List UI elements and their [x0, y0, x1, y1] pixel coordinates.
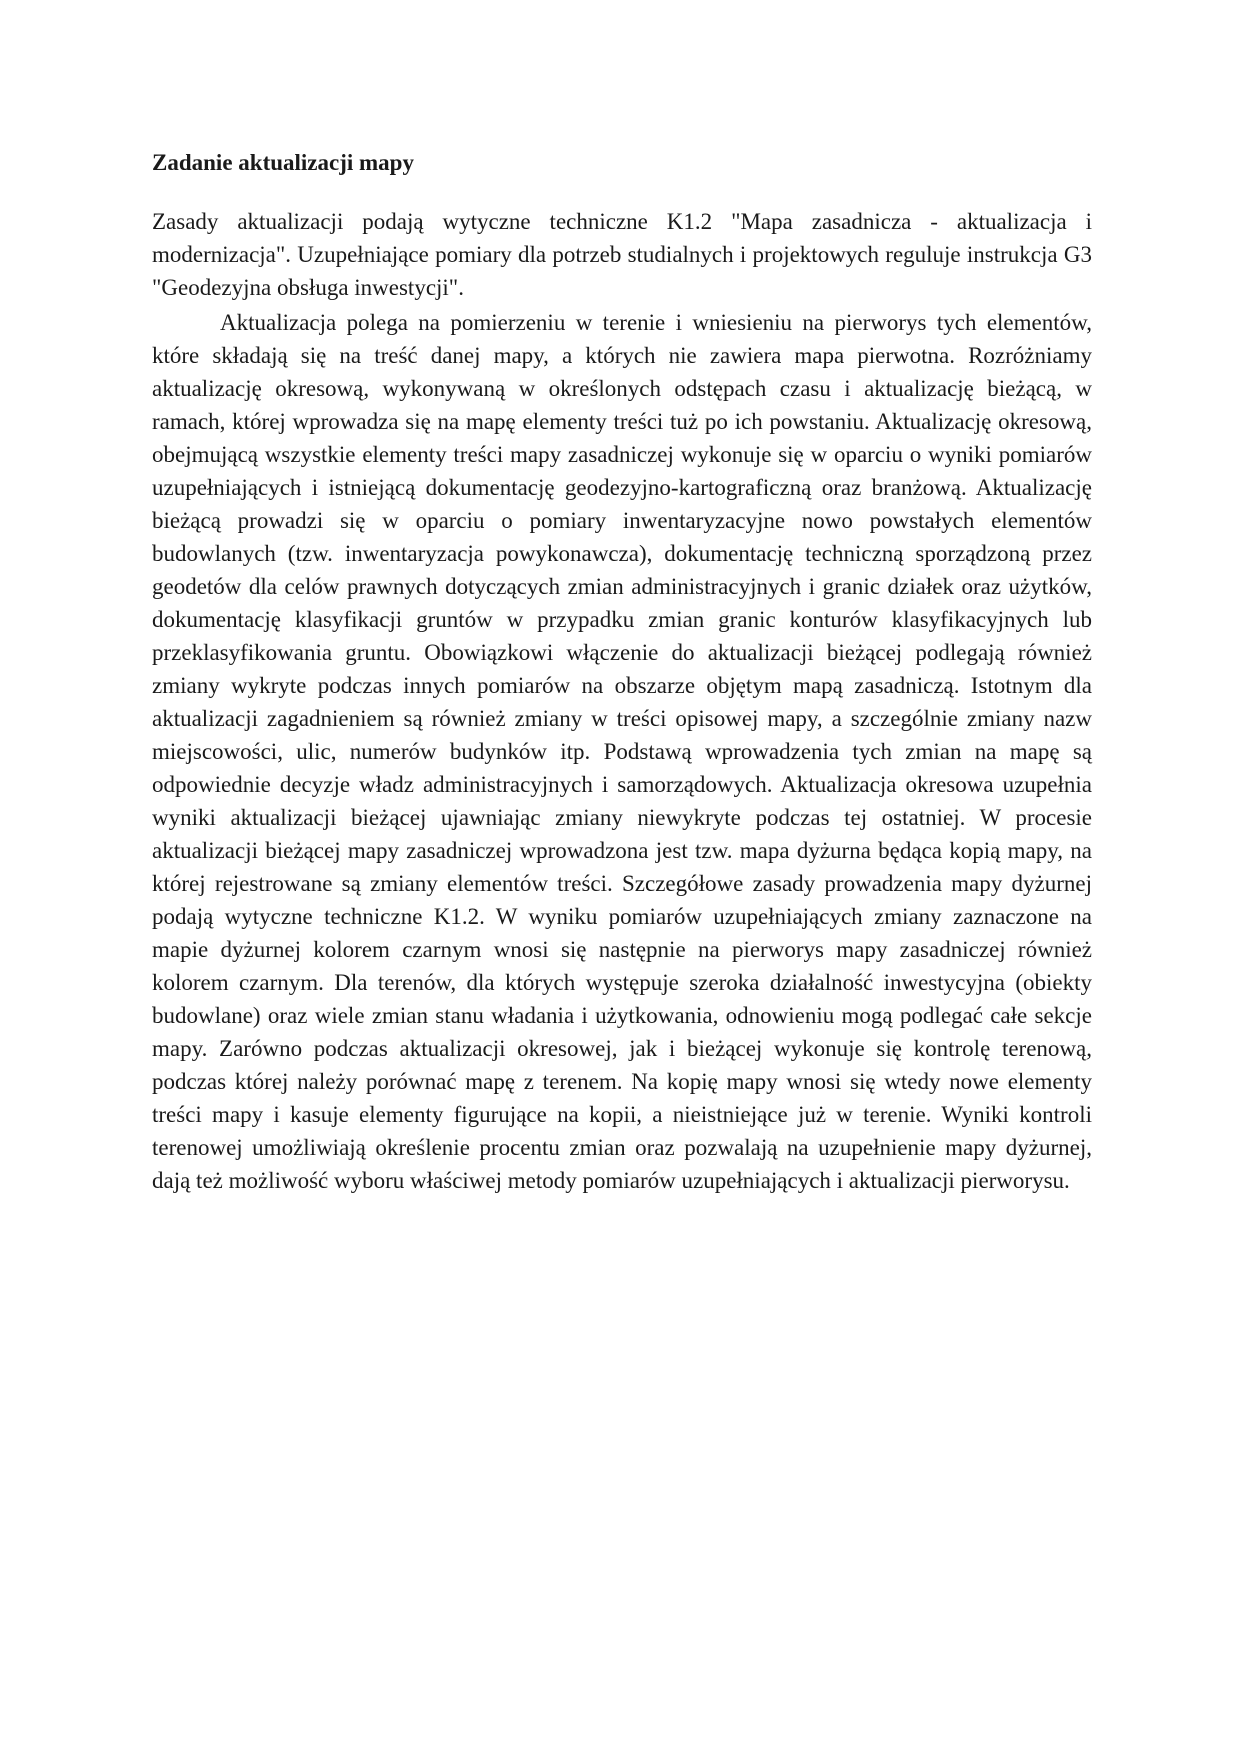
paragraph-main: Aktualizacja polega na pomierzeniu w terenie i wniesieniu na pierworys tych elementów, które składają się na treść danej mapy, a których nie zawiera mapa pierwotna. Rozróżniamy aktualizację okresową, wykonywaną w określonych odstępach czasu i aktualizację bieżącą, w ramach, której wprowadza się na mapę elementy treści tuż po ich powstaniu. Aktualizację okresową, obejmującą wszystkie elementy treści mapy zasadniczej wykonuje się w oparciu o wyniki pomiarów uzupełniających i istniejącą dokumentację geodezyjno-kartograficzną oraz branżową. Aktualizację bieżącą prowadzi się w oparciu o pomiary inwentaryzacyjne nowo powstałych elementów budowlanych (tzw. inwentaryzacja powykonawcza), dokumentację techniczną sporządzoną przez geodetów dla celów prawnych dotyczących zmian administracyjnych i granic działek oraz użytków, dokumentację klasyfikacji gruntów w przypadku zmian granic konturów klasyfikacyjnych lub przeklasyfikowania gruntu. Obowiązkowi włączenie do aktualizacji bieżącej podlegają również zmiany wykryte podczas innych pomiarów na obszarze objętym mapą zasadniczą. Istotnym dla aktualizacji zagadnieniem są również zmiany w treści opisowej mapy, a szczególnie zmiany nazw miejscowości, ulic, numerów budynków itp. Podstawą wprowadzenia tych zmian na mapę są odpowiednie decyzje władz administracyjnych i samorządowych. Aktualizacja okresowa uzupełnia wyniki aktualizacji bieżącej ujawniając zmiany niewykryte podczas tej ostatniej. W procesie aktualizacji bieżącej mapy zasadniczej wprowadzona jest tzw. mapa dyżurna będąca kopią mapy, na której rejestrowane są zmiany elementów treści. Szczegółowe zasady prowadzenia mapy dyżurnej podają wytyczne techniczne K1.2. W wyniku pomiarów uzupełniających zmiany zaznaczone na mapie dyżurnej kolorem czarnym wnosi się następnie na pierworys mapy zasadniczej również kolorem czarnym. Dla terenów, dla których występuje szeroka działalność inwestycyjna (obiekty budowlane) oraz wiele zmian stanu władania i użytkowania, odnowieniu mogą podlegać całe sekcje mapy. Zarówno podczas aktualizacji okresowej, jak i bieżącej wykonuje się kontrolę terenową, podczas której należy porównać mapę z terenem. Na kopię mapy wnosi się wtedy nowe elementy treści mapy i kasuje elementy figurujące na kopii, a nieistniejące już w terenie. Wyniki kontroli terenowej umożliwiają określenie procentu zmian oraz pozwalają na uzupełnienie mapy dyżurnej, dają też możliwość wyboru właściwej metody pomiarów uzupełniających i aktualizacji pierworysu. — [152, 310, 1092, 1193]
document-body — [152, 146, 1092, 1199]
document-title: Zadanie aktualizacji mapy — [152, 150, 414, 175]
paragraph-intro: Zasady aktualizacji podają wytyczne techniczne K1.2 "Mapa zasadnicza - aktualizacja i modernizacja". Uzupełniające pomiary dla potrzeb studialnych i projektowych reguluje instrukcja G3 "Geodezyjna obsługa inwestycji". — [152, 209, 1092, 300]
